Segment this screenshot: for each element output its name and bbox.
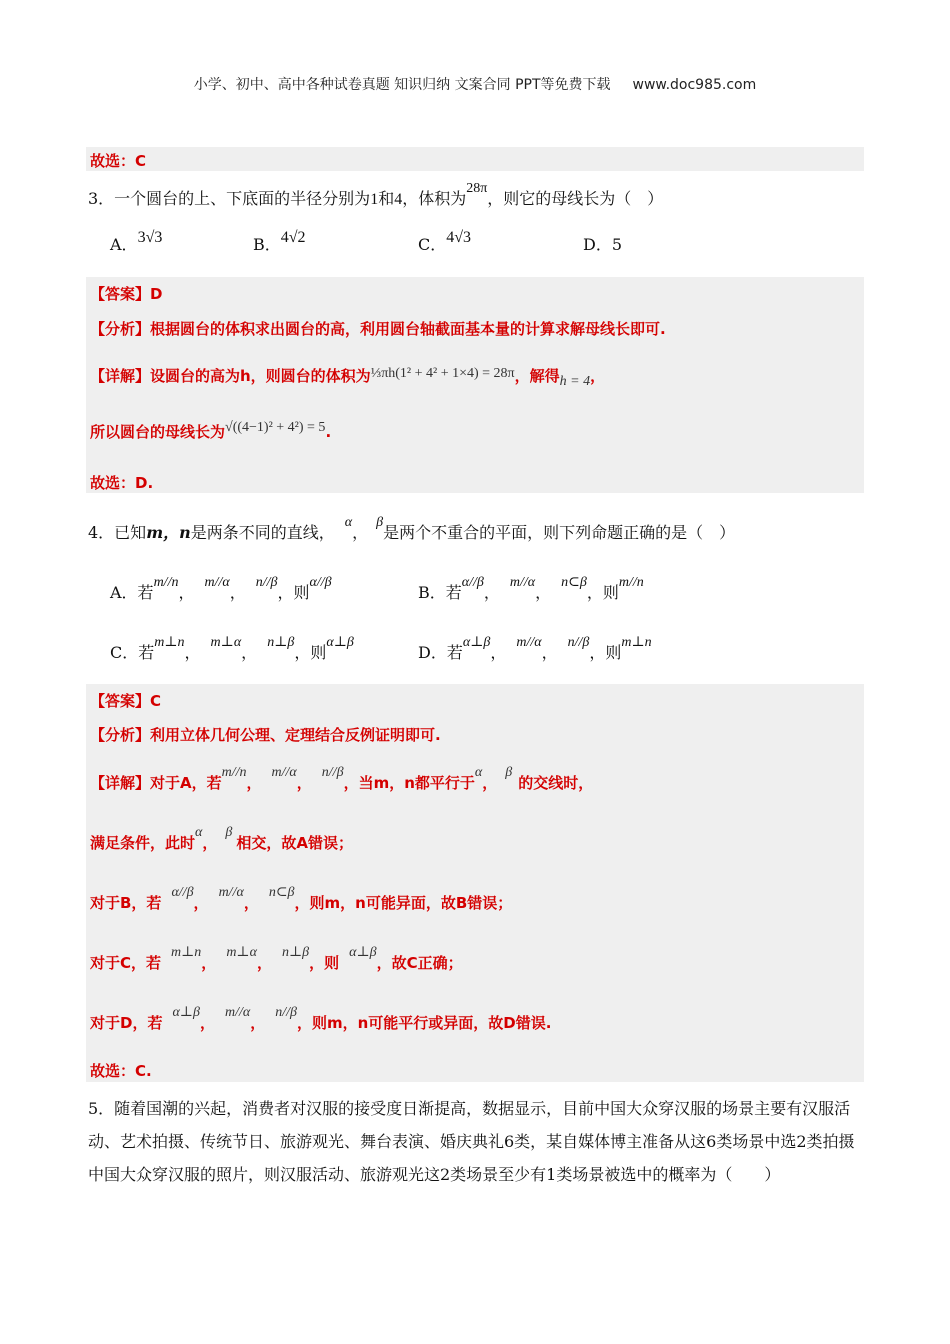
q4-option-d: D．若α⊥β，m//α，n//β，则m⊥n — [418, 635, 652, 662]
q4-stem: 4．已知m，n是两条不同的直线，α，β是两个不重合的平面，则下列命题正确的是（ ） — [88, 515, 736, 542]
q4-detail-3: 对于B，若α//β，m//α，n⊂β，则m，n可能异面，故B错误； — [90, 885, 513, 912]
q3-option-d: D．5 — [583, 235, 623, 254]
page-header — [0, 74, 950, 94]
q2-choose: 故选：C — [90, 152, 147, 170]
q4-option-a: A．若m//n，m//α，n//β，则α//β — [110, 575, 332, 602]
q4-analysis: 【分析】利用立体几何公理、定理结合反例证明即可. — [90, 726, 441, 744]
q3-answer-box — [86, 277, 864, 493]
q4-answer: 【答案】C — [90, 692, 162, 710]
q4-choose: 故选：C. — [90, 1062, 152, 1080]
header-url[interactable]: www.doc985.com — [632, 77, 757, 93]
q3-detail-line2: 所以圆台的母线长为√((4−1)² + 4²) = 5. — [90, 420, 332, 441]
q4-detail-2: 满足条件，此时α，β相交，故A错误； — [90, 825, 353, 852]
header-text: 小学、初中、高中各种试卷真题 知识归纳 文案合同 PPT等免费下载 — [193, 77, 611, 93]
q3-detail: 【详解】设圆台的高为h，则圆台的体积为⅓πh(1² + 4² + 1×4) = 28π，解得h = 4， — [90, 366, 606, 389]
q3-choose: 故选：D. — [90, 474, 154, 492]
q4-option-c: C．若m⊥n，m⊥α，n⊥β，则α⊥β — [110, 635, 354, 662]
q4-answer-box — [86, 684, 864, 1082]
q4-detail-5: 对于D，若α⊥β，m//α，n//β，则m，n可能平行或异面，故D错误. — [90, 1005, 552, 1032]
q3-analysis: 【分析】根据圆台的体积求出圆台的高，利用圆台轴截面基本量的计算求解母线长即可. — [90, 320, 666, 338]
q2-answer-box — [86, 147, 864, 171]
q3-option-a: A．3√3 — [110, 229, 163, 254]
q3-stem: 3．一个圆台的上、下底面的半径分别为1和4，体积为28π，则它的母线长为（ ） — [88, 181, 664, 208]
q3-option-b: B．4√2 — [253, 229, 306, 254]
q3-option-c: C．4√3 — [418, 229, 472, 254]
q4-detail-4: 对于C，若m⊥n，m⊥α，n⊥β，则α⊥β，故C正确； — [90, 945, 463, 972]
q4-option-b: B．若α//β，m//α，n⊂β，则m//n — [418, 575, 644, 602]
q3-answer: 【答案】D — [90, 285, 163, 303]
q5-stem: 5．随着国潮的兴起，消费者对汉服的接受度日渐提高，数据显示，目前中国大众穿汉服的场景主要有汉服活动、艺术拍摄、传统节日、旅游观光、舞台表演、婚庆典礼6类，某自媒体博主准备从这6类场景中选2类拍摄中国大众穿汉服的照片，则汉服活动、旅游观光这2类场景至少有1类场景被选中的概率为（ ） — [88, 1099, 855, 1184]
q4-detail-1: 【详解】对于A，若m//n，m//α，n//β，当m，n都平行于α，β的交线时， — [90, 765, 594, 792]
